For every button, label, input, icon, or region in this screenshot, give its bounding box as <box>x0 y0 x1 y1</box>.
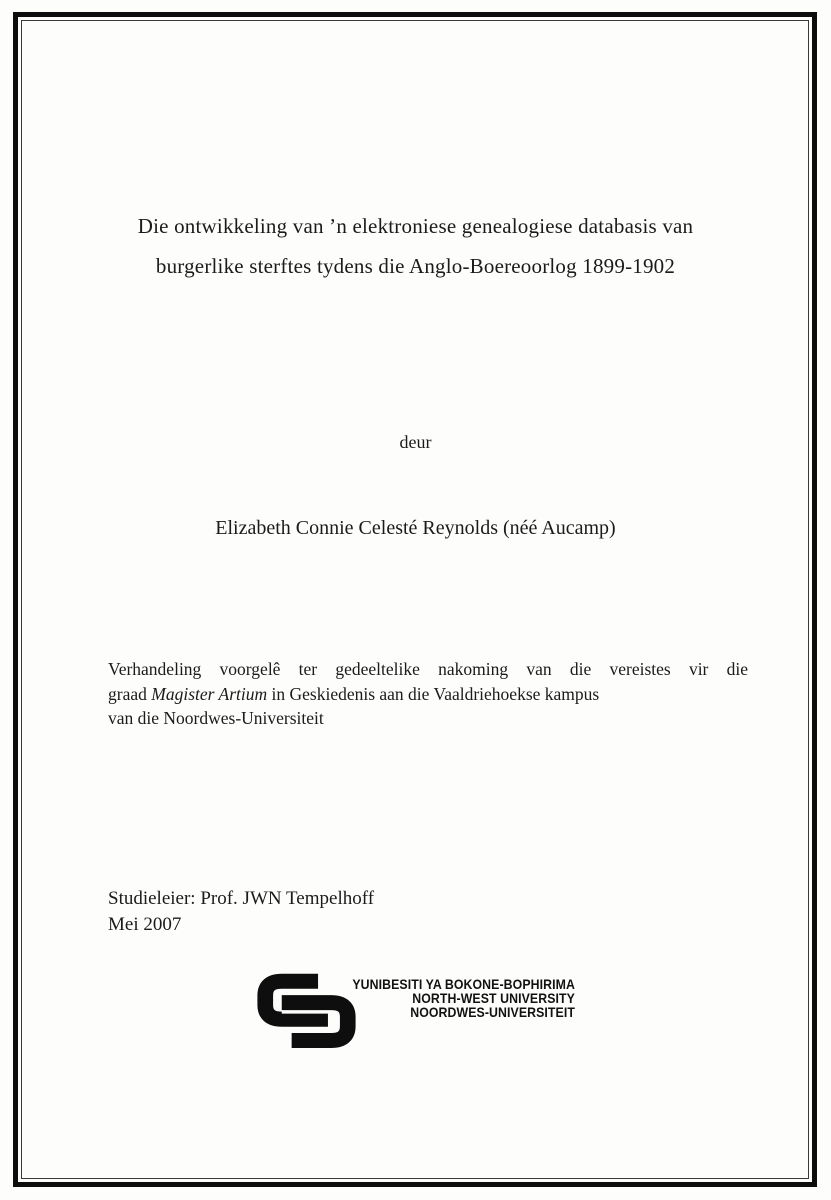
logo-name-english: NORTH-WEST UNIVERSITY <box>412 990 575 1007</box>
degree-statement-line1: Verhandeling voorgelê ter gedeeltelike nakoming van die vereistes vir die <box>108 659 748 679</box>
degree-statement-line2-post: in Geskiedenis aan die Vaaldriehoekse kampus <box>267 683 600 704</box>
thesis-title <box>40 206 791 286</box>
byline-deur: deur <box>399 432 432 452</box>
supervisor-block <box>108 886 374 937</box>
thesis-title-line2: burgerlike sterftes tydens die Anglo-Boereoorlog 1899-1902 <box>155 254 676 278</box>
degree-statement <box>108 657 748 731</box>
degree-statement-line2-pre: graad <box>108 683 152 704</box>
nwu-logo-icon <box>257 971 356 1050</box>
nwu-logo-wordmark <box>352 977 575 1020</box>
degree-name-italic: Magister Artium <box>151 683 268 704</box>
logo-name-setswana: YUNIBESITI YA BOKONE-BOPHIRIMA <box>352 976 575 992</box>
degree-statement-line2 <box>108 682 748 707</box>
logo-name-afrikaans: NOORDWES-UNIVERSITEIT <box>410 1004 575 1021</box>
author-name: Elizabeth Connie Celesté Reynolds (néé Aucamp) <box>215 517 616 539</box>
supervisor-line: Studieleier: Prof. JWN Tempelhoff <box>108 888 375 909</box>
thesis-title-line1: Die ontwikkeling van ’n elektroniese genealogiese databasis van <box>137 214 694 238</box>
date-line: Mei 2007 <box>108 913 182 935</box>
degree-statement-line3: van die Noordwes-Universiteit <box>108 708 324 729</box>
